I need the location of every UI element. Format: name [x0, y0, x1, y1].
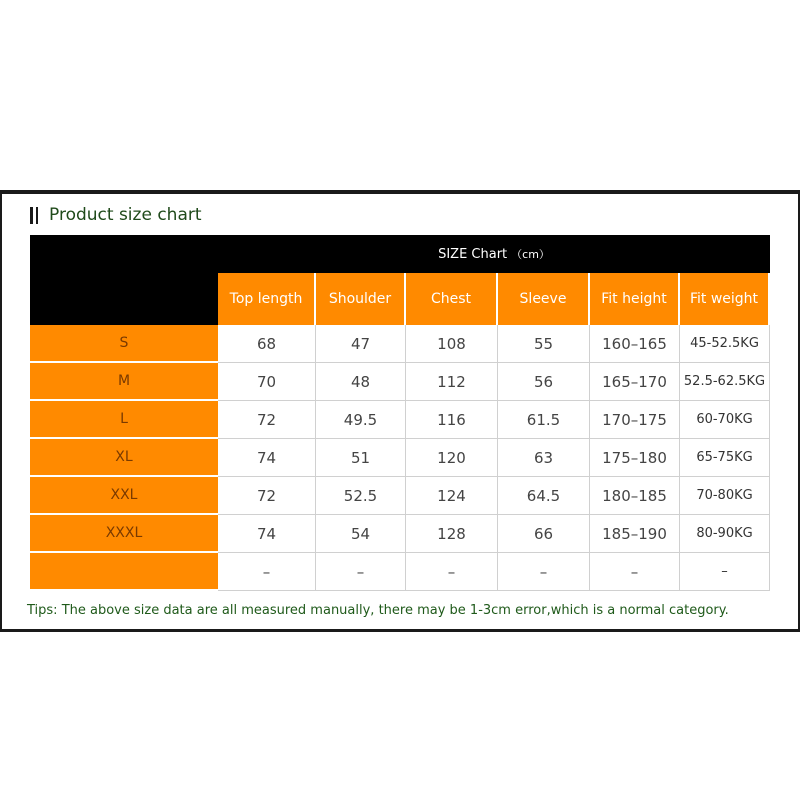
- table-cell: –: [406, 553, 498, 591]
- column-header: Sleeve: [498, 273, 590, 325]
- size-label: XXXL: [30, 515, 218, 553]
- table-cell: 49.5: [316, 401, 406, 439]
- size-label: S: [30, 325, 218, 363]
- column-header: Fit height: [590, 273, 680, 325]
- table-cell: 48: [316, 363, 406, 401]
- table-cell: –: [590, 553, 680, 591]
- size-chart-header: [218, 235, 770, 273]
- table-cell: 112: [406, 363, 498, 401]
- table-cell: 47: [316, 325, 406, 363]
- table-cell: 124: [406, 477, 498, 515]
- size-chart-heading: [438, 246, 550, 262]
- tips-note: Tips: The above size data are all measured manually, there may be 1-3cm error,which is a normal category.: [27, 603, 729, 618]
- table-cell: 74: [218, 439, 316, 477]
- size-chart-title: SIZE Chart: [438, 247, 508, 262]
- column-header: Chest: [406, 273, 498, 325]
- table-cell: 74: [218, 515, 316, 553]
- table-cell: 108: [406, 325, 498, 363]
- table-cell: 70: [218, 363, 316, 401]
- table-cell: 160–165: [590, 325, 680, 363]
- table-cell: 116: [406, 401, 498, 439]
- table-cell: 128: [406, 515, 498, 553]
- table-cell: 51: [316, 439, 406, 477]
- table-cell: 60-70KG: [680, 401, 770, 439]
- size-label: XXL: [30, 477, 218, 515]
- table-cell: –: [680, 553, 770, 591]
- table-cell: –: [498, 553, 590, 591]
- size-table: [30, 235, 770, 592]
- table-cell: 63: [498, 439, 590, 477]
- table-cell: 54: [316, 515, 406, 553]
- table-cell: 65-75KG: [680, 439, 770, 477]
- table-cell: 52.5: [316, 477, 406, 515]
- table-cell: 165–170: [590, 363, 680, 401]
- table-cell: 55: [498, 325, 590, 363]
- table-cell: 70-80KG: [680, 477, 770, 515]
- table-cell: 72: [218, 477, 316, 515]
- size-label: XL: [30, 439, 218, 477]
- title-bar-icon: [30, 207, 33, 224]
- table-cell: 66: [498, 515, 590, 553]
- table-cell: 72: [218, 401, 316, 439]
- table-cell: 120: [406, 439, 498, 477]
- table-cell: 64.5: [498, 477, 590, 515]
- table-cell: 61.5: [498, 401, 590, 439]
- page-title: Product size chart: [49, 205, 202, 225]
- table-cell: 56: [498, 363, 590, 401]
- size-label: [30, 553, 218, 591]
- table-cell: 68: [218, 325, 316, 363]
- table-cell: 45-52.5KG: [680, 325, 770, 363]
- column-header: Shoulder: [316, 273, 406, 325]
- table-cell: 175–180: [590, 439, 680, 477]
- table-cell: 52.5-62.5KG: [680, 363, 770, 401]
- corner-block: [30, 235, 218, 325]
- table-cell: 170–175: [590, 401, 680, 439]
- column-header: Fit weight: [680, 273, 770, 325]
- table-cell: 180–185: [590, 477, 680, 515]
- size-label: L: [30, 401, 218, 439]
- table-cell: –: [218, 553, 316, 591]
- column-header: Top length: [218, 273, 316, 325]
- title-bar-icon: [36, 207, 38, 224]
- section-title: [30, 203, 202, 227]
- size-chart-unit: （cm）: [511, 248, 550, 261]
- table-cell: –: [316, 553, 406, 591]
- size-label: M: [30, 363, 218, 401]
- table-cell: 80-90KG: [680, 515, 770, 553]
- table-cell: 185–190: [590, 515, 680, 553]
